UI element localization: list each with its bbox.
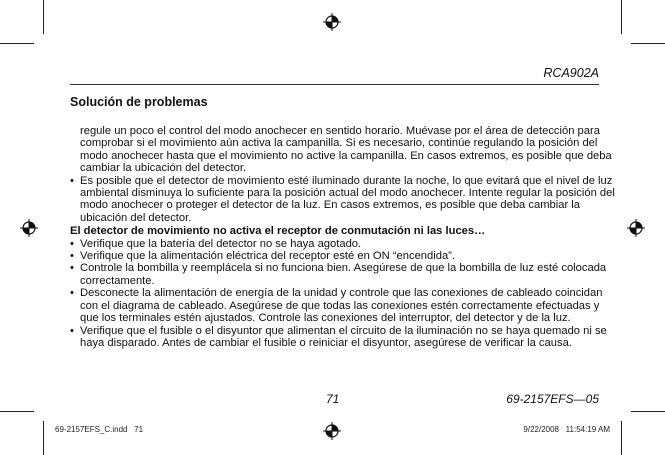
registration-mark-icon [20, 219, 38, 237]
list-item: • Es posible que el detector de movimiento esté iluminado durante la noche, lo que evitará que el nivel de luz ambiental disminuya lo suficiente para la posición actual del modo anochecer. Intente regular la posición del modo anochecer o proteger el detector de la luz. En casos extremos, es posible que deba cambiar la ubicación del detector. [70, 175, 615, 225]
bullet-list-a [70, 175, 615, 225]
list-item: • Verifique que la batería del detector no se haya agotado. [70, 238, 615, 250]
bullet-list-b [70, 238, 615, 350]
registration-mark-icon [323, 422, 341, 440]
header-rule [70, 84, 599, 85]
crop-mark [43, 421, 44, 455]
list-item: • Verifique que el fusible o el disyuntor que alimentan el circuito de la iluminación no se haya quemado ni se haya disparado. Antes de cambiar el fusible o reiniciar el disyuntor, asegúrese de verificar la causa. [70, 325, 615, 350]
crop-mark [43, 0, 44, 34]
crop-mark [0, 43, 34, 44]
slug-datetime: 9/22/2008 11:54:19 AM [523, 425, 610, 434]
subheading: El detector de movimiento no activa el receptor de conmutación ni las luces… [70, 225, 486, 238]
intro-paragraph: regule un poco el control del modo anochecer en sentido horario. Muévase por el área de detección para comprobar si el movimiento aún activa la campanilla. Si es necesario, continúe regulando la posición del modo anochecer hasta que el movimiento no active la campanilla. En casos extremos, es posible que deba cambiar la ubicación del detector. [80, 125, 612, 175]
crop-mark [0, 411, 34, 412]
list-item: • Controle la bombilla y reemplácela si no funciona bien. Asegúrese de que la bombilla de luz esté colocada correctamente. [70, 262, 615, 287]
section-title: Solución de problemas [70, 95, 208, 109]
crop-mark [621, 421, 622, 455]
page-number: 71 [326, 392, 340, 406]
list-item: • Verifique que la alimentación eléctrica del receptor esté en ON “encendida”. [70, 250, 615, 262]
crop-mark [631, 411, 665, 412]
slug-file-info: 69-2157EFS_C.indd 71 [55, 425, 144, 434]
list-item: • Desconecte la alimentación de energía de la unidad y controle que las conexiones de cableado coincidan con el diagrama de cableado. Asegúrese de que todas las conexiones estén correctamente efectuadas y que los terminales estén ajustados. Controle las conexiones del interruptor, del detector y de la luz. [70, 287, 615, 324]
page-body [70, 125, 615, 349]
model-number: RCA902A [543, 66, 599, 80]
registration-mark-icon [323, 13, 341, 31]
crop-mark [631, 43, 665, 44]
document-code: 69-2157EFS—05 [506, 392, 599, 406]
registration-mark-icon [627, 219, 645, 237]
crop-mark [621, 0, 622, 34]
